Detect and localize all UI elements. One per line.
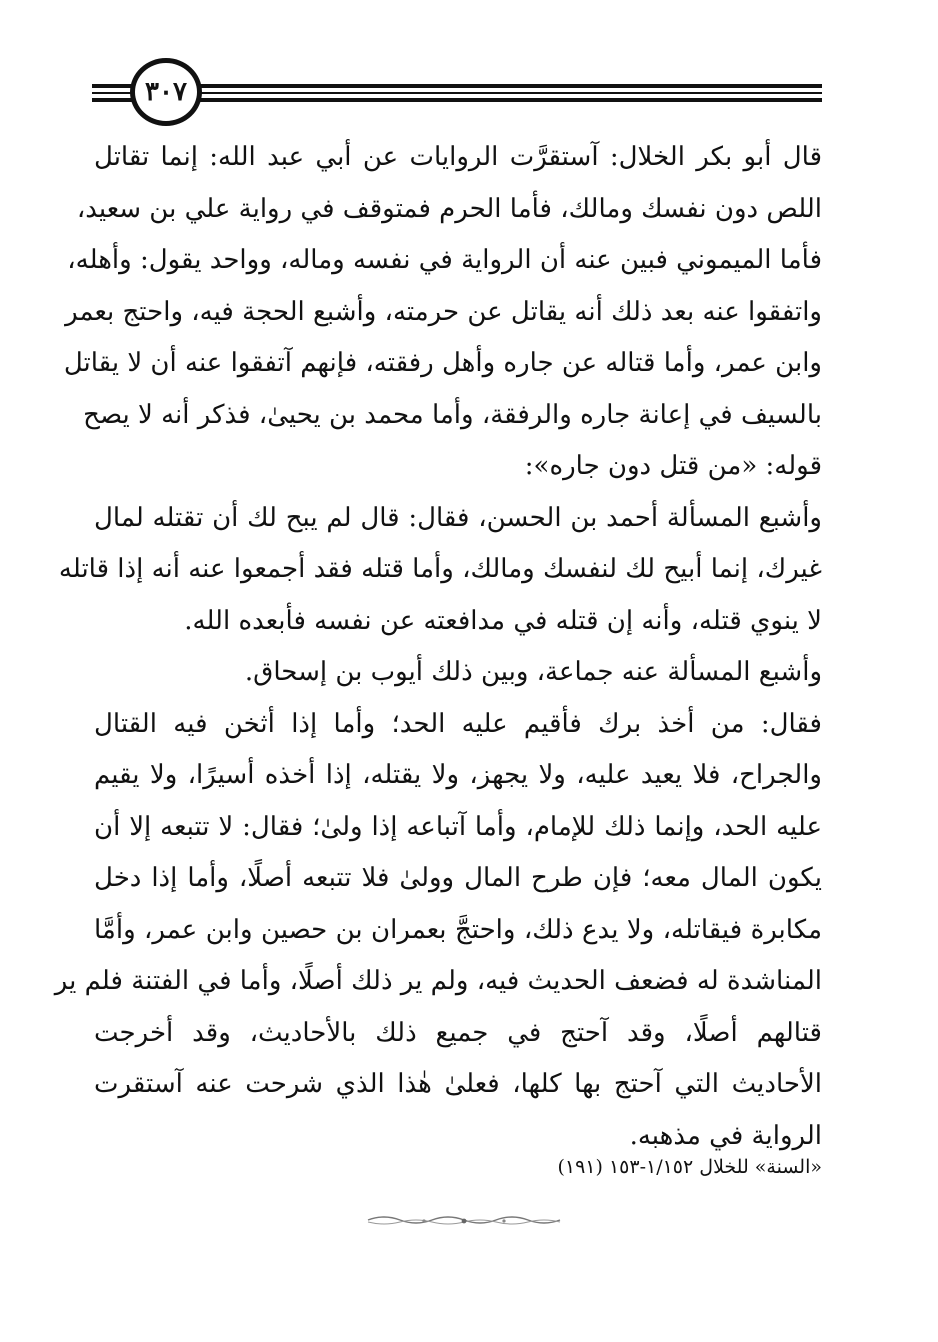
ornament-divider-icon [364, 1212, 564, 1228]
text-line: واتفقوا عنه بعد ذلك أنه يقاتل عن حرمته، وأشبع الحجة فيه، واحتج بعمر [65, 296, 822, 327]
header-rule-bottom [92, 98, 822, 102]
footnote: «السنة» للخلال ١/١٥٢-١٥٣ (١٩١) [557, 1156, 822, 1178]
text-line: والجراح، فلا يعيد عليه، ولا يجهز، ولا يقتله، إذا أخذه أسيرًا، ولا يقيم [94, 760, 822, 790]
text-line: قوله: «من قتل دون جاره»: [524, 451, 822, 481]
text-line: وأشبع المسألة عنه جماعة، وبين ذلك أيوب بن إسحاق. [244, 657, 822, 687]
text-line: الأحاديث التي آحتج بها كلها، فعلىٰ هٰذا الذي شرحت عنه آستقرت [94, 1069, 822, 1099]
text-line: اللص دون نفسك ومالك، فأما الحرم فمتوقف في رواية علي بن سعيد، [76, 193, 822, 224]
text-line: وأشبع المسألة أحمد بن الحسن، فقال: قال لم يبح لك أن تقتله لمال [94, 502, 822, 533]
text-line: بالسيف في إعانة جاره والرفقة، وأما محمد بن يحيىٰ، فذكر أنه لا يصح [83, 399, 822, 430]
text-line: غيرك، إنما أبيح لك لنفسك ومالك، وأما قتله فقد أجمعوا عنه أنه إذا قاتله [58, 554, 822, 584]
text-line: لا ينوي قتله، وأنه إن قتله في مدافعته عن نفسه فأبعده الله. [184, 605, 822, 636]
page-header [92, 58, 822, 136]
body-text [54, 132, 822, 1162]
text-line: عليه الحد، وإنما ذلك للإمام، وأما آتباعه إذا ولىٰ؛ فقال: لا تتبعه إلا أن [94, 811, 822, 842]
text-line: يكون المال معه؛ فإن طرح المال وولىٰ فلا تتبعه أصلًا، وأما إذا دخل [94, 863, 822, 893]
text-line: المناشدة له فضعف الحديث فيه، ولم ير ذلك أصلًا، وأما في الفتنة فلم ير [54, 966, 822, 996]
text-line: الرواية في مذهبه. [629, 1120, 822, 1151]
text-line: قتالهم أصلًا، وقد آحتج في جميع ذلك بالأحاديث، وقد أخرجت [94, 1017, 822, 1048]
text-line: فقال: من أخذ برك فأقيم عليه الحد؛ وأما إذا أثخن فيه القتال [94, 708, 822, 739]
text-line: مكابرة فيقاتله، ولا يدع ذلك، واحتجَّ بعمران بن حصين وابن عمر، وأمَّا [94, 914, 822, 945]
page-number: ٣٠٧ [130, 58, 202, 126]
text-line: قال أبو بكر الخلال: آستقرَّت الروايات عن أبي عبد الله: إنما تقاتل [94, 142, 822, 172]
text-line: فأما الميموني فبين عنه أن الرواية في نفسه وماله، وواحد يقول: وأهله، [67, 245, 822, 275]
text-line: وابن عمر، وأما قتاله عن جاره وأهل رفقته، فإنهم آتفقوا عنه أن لا يقاتل [63, 348, 822, 378]
